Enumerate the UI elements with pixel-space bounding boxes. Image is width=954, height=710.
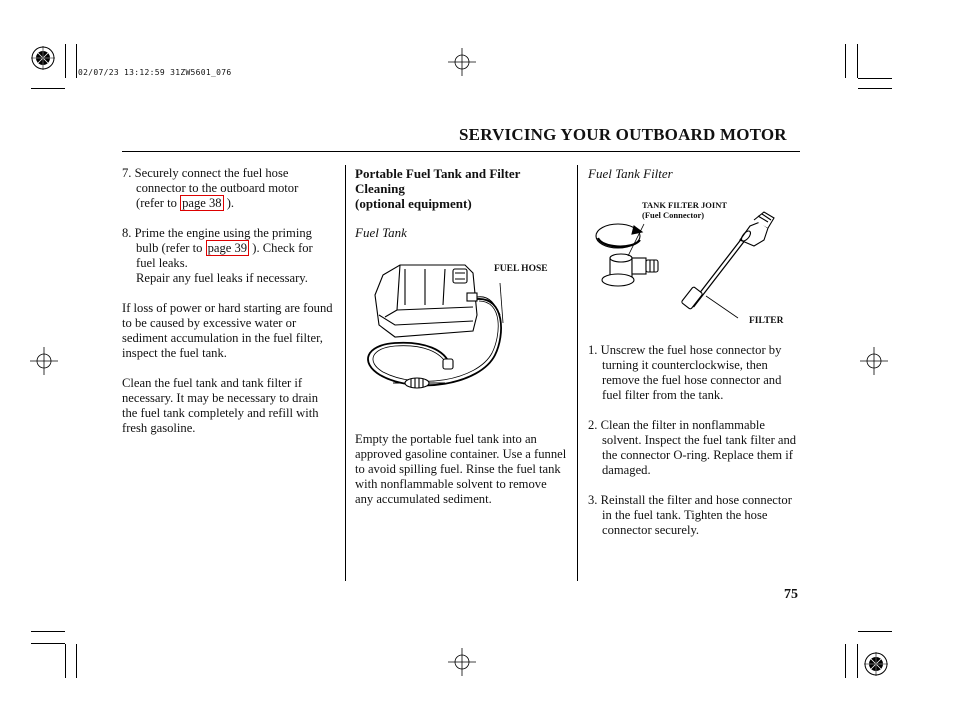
crop-mark <box>858 78 892 79</box>
column-divider <box>345 165 346 581</box>
header-divider <box>122 151 800 152</box>
crop-mark <box>845 644 846 678</box>
crop-mark <box>858 88 892 89</box>
crop-mark <box>31 643 65 644</box>
column-2 <box>355 166 567 240</box>
tank-filter-joint-label: TANK FILTER JOINT (Fuel Connector) <box>642 200 728 220</box>
filter-step-1: 1. Unscrew the fuel hose connector by turning it counterclockwise, then remove the fuel hose connector and fuel filter from the tank. <box>588 343 782 402</box>
registration-mark-top-left <box>31 46 55 70</box>
crosshair-mark-left <box>30 347 58 375</box>
fuel-filter-illustration <box>588 196 800 326</box>
crosshair-mark-bottom <box>448 648 476 676</box>
paragraph-clean-tank: Clean the fuel tank and tank filter if necessary. It may be necessary to drain the fuel tank completely and refill with fresh gasoline. <box>122 376 319 435</box>
paragraph-power-loss: If loss of power or hard starting are found to be caused by excessive water or sediment accumulation in the fuel filter, inspect the fuel tank. <box>122 301 333 360</box>
filter-label: FILTER <box>749 316 784 326</box>
crosshair-mark-right <box>860 347 888 375</box>
fuel-hose-label: FUEL HOSE <box>494 264 548 274</box>
crop-mark <box>858 631 892 632</box>
crop-mark <box>65 644 66 678</box>
page-number: 75 <box>784 587 798 602</box>
filter-steps <box>588 343 800 538</box>
crop-mark <box>31 631 65 632</box>
crop-mark <box>31 88 65 89</box>
crop-mark <box>845 44 846 78</box>
fuel-tank-illustration <box>355 255 565 415</box>
fuel-tank-subheading: Fuel Tank <box>355 225 407 240</box>
registration-mark-bottom-right <box>864 652 888 676</box>
section-heading: Portable Fuel Tank and Filter Cleaning (optional equipment) <box>355 166 521 211</box>
print-timestamp: 02/07/23 13:12:59 31ZW5601_076 <box>78 68 232 77</box>
step-8: 8. Prime the engine using the priming bulb (refer to page 39 ). Check for fuel leaks. Repair any fuel leaks if necessary. <box>122 226 313 285</box>
fuel-tank-paragraph: Empty the portable fuel tank into an approved gasoline container. Use a funnel to avoid spilling fuel. Rinse the fuel tank with nonflammable solvent to remove any accumulated sediment. <box>355 432 567 506</box>
crop-mark <box>857 44 858 78</box>
fuel-tank-filter-subheading: Fuel Tank Filter <box>588 166 673 181</box>
page-39-link[interactable]: page 39 <box>207 241 248 255</box>
step-7: 7. Securely connect the fuel hose connector to the outboard motor (refer to page 38 ). <box>122 166 299 210</box>
filter-step-2: 2. Clean the filter in nonflammable solvent. Inspect the fuel tank filter and the connector O-ring. Replace them if damaged. <box>588 418 797 477</box>
column-3 <box>588 166 800 181</box>
filter-step-3: 3. Reinstall the filter and hose connector in the fuel tank. Tighten the hose connector securely. <box>588 493 792 537</box>
crop-mark <box>65 44 66 78</box>
page-title: SERVICING YOUR OUTBOARD MOTOR <box>459 125 787 144</box>
crop-mark <box>857 644 858 678</box>
crop-mark <box>76 644 77 678</box>
page-38-link[interactable]: page 38 <box>182 196 222 210</box>
crosshair-mark-top <box>448 48 476 76</box>
column-1 <box>122 166 336 436</box>
crop-mark <box>76 44 77 78</box>
column-divider <box>577 165 578 581</box>
